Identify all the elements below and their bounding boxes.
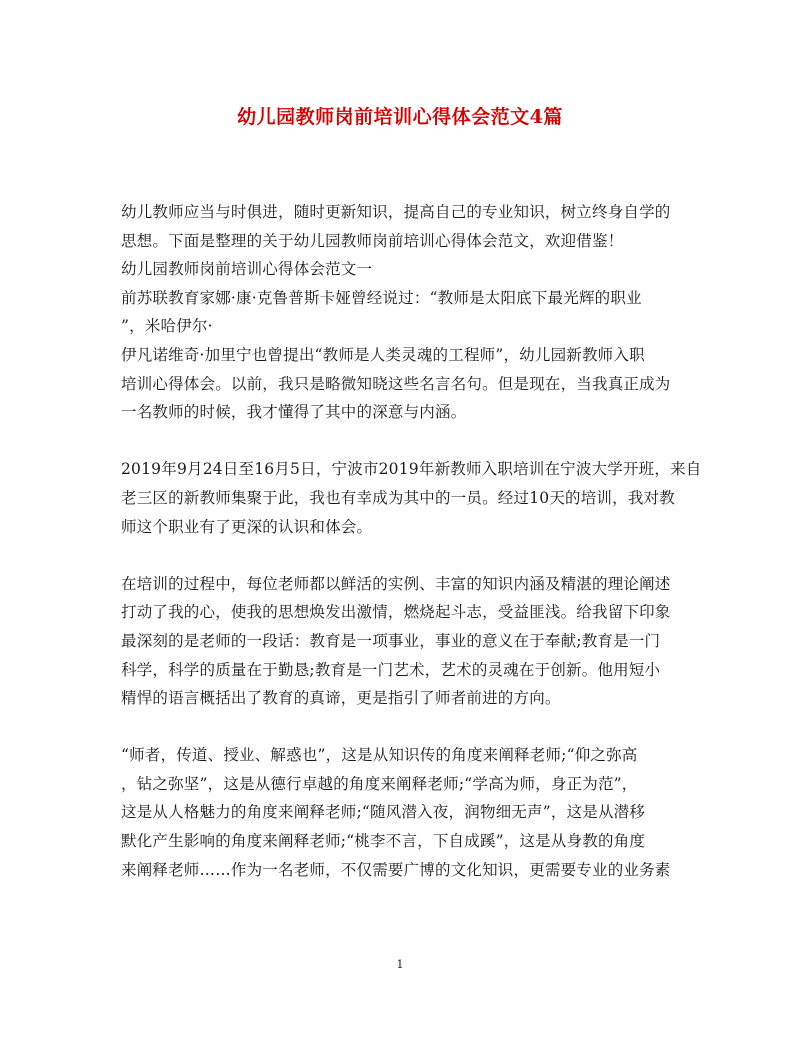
text-line: 伊凡诺维奇·加里宁也曾提出“教师是人类灵魂的工程师”，幼儿园新教师入职 — [121, 345, 645, 364]
text-line: 培训心得体会。以前，我只是略微知晓这些名言名句。但是现在，当我真正成为 — [121, 374, 671, 393]
text-line: 思想。下面是整理的关于幼儿园教师岗前培训心得体会范文，欢迎借鉴！ — [121, 231, 624, 250]
text-line: 前苏联教育家娜·康·克鲁普斯卡娅曾经说过：“教师是太阳底下最光辉的职业 — [121, 288, 642, 307]
text-line: ，钻之弥坚”，这是从德行卓越的角度来阐释老师;“学高为师，身正为范”， — [121, 774, 638, 793]
text-line: 这是从人格魅力的角度来阐释老师;“随风潜入夜，润物细无声”，这是从潜移 — [121, 803, 646, 822]
text-line: 在培训的过程中，每位老师都以鲜活的实例、丰富的知识内涵及精湛的理论阐述 — [121, 574, 671, 593]
text-line: “师者，传道、授业、解惑也”，这是从知识传的角度来阐释老师;“仰之弥高 — [121, 746, 638, 765]
page-number: 1 — [396, 958, 404, 971]
paragraph — [121, 741, 681, 884]
text-line: ”，米哈伊尔· — [121, 317, 213, 336]
text-line: 科学，科学的质量在于勤恳;教育是一门艺术，艺术的灵魂在于创新。他用短小 — [121, 660, 661, 679]
text-line: 2019年9月24日至16月5日，宁波市2019年新教师入职培训在宁波大学开班，来自 — [121, 460, 702, 479]
text-line: 师这个职业有了更深的认识和体会。 — [121, 517, 373, 536]
paragraph — [121, 570, 681, 713]
text-line: 默化产生影响的角度来阐释老师;“桃李不言，下自成蹊”，这是从身教的角度 — [121, 832, 646, 851]
text-line: 精悍的语言概括出了教育的真谛，更是指引了师者前进的方向。 — [121, 689, 561, 708]
text-line: 幼儿教师应当与时俱进，随时更新知识，提高自己的专业知识，树立终身自学的 — [121, 203, 671, 221]
paragraph-gap — [121, 427, 681, 456]
paragraph — [121, 455, 702, 541]
intro-paragraph — [121, 198, 681, 427]
text-line: 老三区的新教师集聚于此，我也有幸成为其中的一员。经过10天的培训，我对教 — [121, 488, 675, 507]
document-body — [121, 198, 702, 884]
paragraph-gap — [121, 713, 681, 742]
paragraph-gap — [121, 541, 681, 570]
document-title: 幼儿园教师岗前培训心得体会范文4篇 — [237, 106, 563, 128]
text-line: 一名教师的时候，我才懂得了其中的深意与内涵。 — [121, 403, 467, 422]
text-line: 来阐释老师……作为一名老师，不仅需要广博的文化知识，更需要专业的业务素 — [121, 860, 671, 879]
text-line: 最深刻的是老师的一段话：教育是一项事业，事业的意义在于奉献;教育是一门 — [121, 631, 661, 650]
text-line: 打动了我的心，使我的思想焕发出激情，燃烧起斗志，受益匪浅。给我留下印象 — [121, 603, 671, 622]
section-heading: 幼儿园教师岗前培训心得体会范文一 — [121, 260, 373, 279]
